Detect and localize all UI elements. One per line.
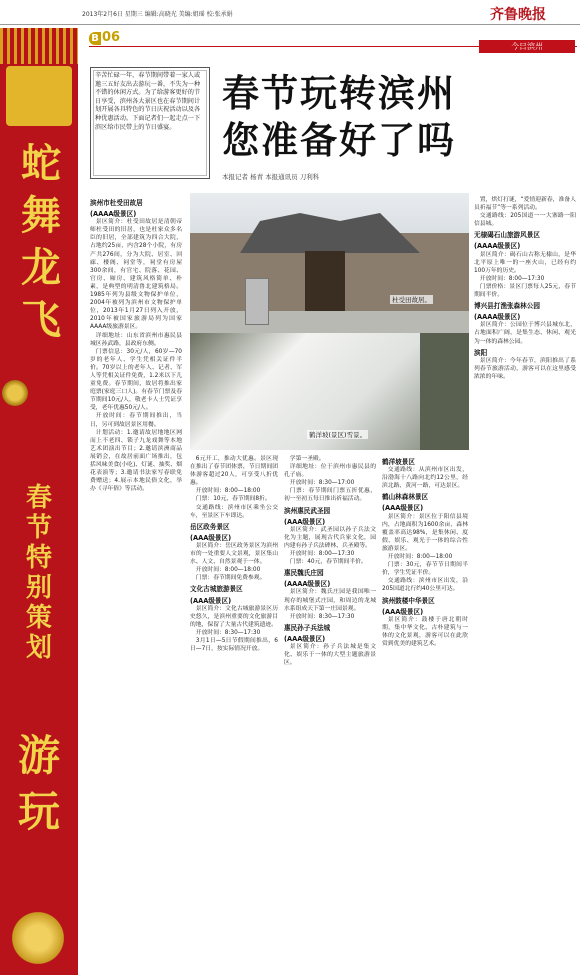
photo-tree: [420, 333, 469, 450]
paragraph: 详细地址：山东省滨州市惠民县城区孙武路，县政府东侧。: [90, 332, 182, 347]
section-heading: (AAA级景区): [190, 596, 232, 605]
section-heading: 博兴县打渔张森林公园: [474, 302, 540, 311]
paragraph: 3月1日—5日节假期间推出，6日—7日，按实际情况开放。: [190, 637, 278, 653]
paragraph: 交通路线：205国道一一大寨路一阳信县城。: [474, 213, 576, 228]
article-column-3: [190, 455, 278, 972]
paragraph: 门票信息：30元/人，60岁—70岁的老年人、学生凭相关证件半价。70岁以上的老年人、记者、军人等凭相关证件免费，1.2米以下儿童免费。春节期间，故居将推出家庭票(家庭三口人)。有春节门票及春节期间10元/人，敬老卡人士凭证享受，老年优惠50元/人。: [90, 348, 182, 412]
banner-topic: 游玩: [17, 731, 60, 836]
section-heading: 惠民孙子兵法城: [284, 623, 331, 632]
photo-caption-bottom: 鹤洋坡(景区)雪景。: [309, 431, 367, 439]
paragraph: 交通路线：从滨州市区出发，沿渤海十八路向北约12公里，经滨北路、黄河一路，可达景区。: [382, 467, 468, 490]
section-heading: (AAAA级景区): [90, 210, 137, 219]
section-heading: 文化古城旅游景区: [190, 585, 243, 594]
paragraph: 开放时间：8:30—17:30: [289, 613, 355, 620]
paragraph: 景区简介：文化古城旅游景区历史悠久，是滨州重要的文化旅游目的地，保留了大量古代建筑遗迹。: [190, 605, 278, 628]
paragraph: 开放时间：8:30—17:00: [289, 480, 355, 487]
section-heading: 滨阳: [474, 348, 488, 357]
paragraph: 景区简介：鼓楼于唐北朝时期，集中华文化、古朴建筑与一体的文化景观，游客可以在此欣赏到优美的建筑艺术。: [382, 616, 468, 647]
photo-gate: [305, 251, 345, 311]
coin-icon: [2, 380, 28, 406]
section-heading: (AAAA级景区): [284, 580, 331, 589]
paragraph: 开放时间：8:00—17:30: [289, 551, 355, 558]
article-column-5: [474, 196, 576, 972]
section-heading: (AAA级景区): [284, 634, 326, 643]
paragraph: 门票：40元，春节期间半价。: [289, 559, 367, 566]
paragraph: 6元开工，推动大优惠。景区现在推出了春节团体票，节日期间团体游客超过20人，可享受八折优惠。: [190, 456, 278, 487]
section-heading: (AAAA级景区): [474, 313, 521, 322]
paragraph: 景区简介：岳区政务景区为滨州市的一处重要人文景观，景区集山水、人文、自然景观于一体。: [190, 542, 278, 566]
byline: 本报记者 杨青 本报通讯员 刀利科: [222, 173, 320, 181]
intro-box: [90, 67, 210, 179]
paragraph: 门票价格：景区门票每人25元，春节期间半价。: [474, 283, 576, 299]
section-heading: 鹤洋坡景区: [382, 458, 415, 466]
festival-banner: [0, 28, 78, 975]
feature-photo: [190, 193, 469, 450]
headline-line-2: 您准备好了吗: [222, 118, 456, 162]
photo-caption-top: 杜受田故居。: [392, 296, 431, 304]
header-rule: [89, 46, 577, 47]
section-heading: 无棣碣石山旅游风景区: [474, 231, 540, 240]
paragraph: 学第一圣殿。: [289, 456, 325, 462]
paragraph: 门票：春节期间门票五折优惠，初一至初五每日推出祈福活动。: [284, 488, 376, 503]
section-heading: 滨州惠民武圣园: [284, 506, 331, 515]
paragraph: 景区简介：景区位于阳信县境内，占地面积为1600余亩，森林覆盖率高达98%，是集休闲、度假、娱乐、观光于一体的综合性旅游景区。: [382, 513, 468, 552]
paragraph: 景区简介：碣石山古称无棣山，是华北平原上唯一的一座火山，已经有约100万年的历史。: [474, 251, 576, 274]
page-number-value: 06: [102, 30, 121, 45]
paragraph: 开放时间：8:00—18:00: [387, 554, 453, 561]
section-heading: (AAA级景区): [382, 504, 424, 513]
section-heading: 惠民魏氏庄园: [284, 569, 324, 578]
paragraph: 置，烘灯打谜，“爱情迎新春，准备人员祈福节”等一系列活动。: [474, 197, 576, 212]
paragraph: 开放时间：8:00—18:00: [195, 567, 261, 574]
paragraph: 开放时间：8:30—17:30: [195, 629, 261, 636]
intro-text: 辛苦忙碌一年，春节期间带着一家人或邀三五好友出去游玩一番，不失为一种不错的休闲方式。为了给游客更好的节日享受，滨州各大景区也在春节期间计划开展各具特色的节日庆祝活动以及各种优惠活动。下面记者们一起走点一下滨区给市民带上的节日盛宴。: [95, 72, 201, 131]
article-column-4b: [382, 455, 468, 972]
paragraph: 计划活动：1.邀请故居地地区网而上不老四、锁子九龙戏舞等本地艺术团演出节目；2.邀请滨洲商品展销会，在故居前面广场推出，包括风味美食(小吃)、灯谜、抽奖、烟花表演等；3.邀请书法家写春联免费赠送；4.展示本地民俗文化，举办《寻年俗》等活动。: [90, 429, 182, 493]
paragraph: 开放时间：8:00—18:00: [195, 488, 261, 495]
section-heading: 滨州鼓楼中华景区: [382, 596, 435, 605]
issue-meta: 2013年2月6日 星期三 编辑:高晓光 美编:姐瑶 校:张承娟: [82, 11, 233, 18]
page-header: [0, 0, 580, 25]
section-heading: 岳区政务景区: [190, 522, 230, 531]
photo-ground: [190, 311, 469, 333]
paragraph: 景区简介：公园位于博兴县城东北，占地面积广阔，是集生态、休闲、观光为一体的森林公园。: [474, 322, 576, 345]
paragraph: 详细地址：位于滨州市惠民县的孔子庙。: [284, 464, 376, 479]
paragraph: 门票：10元，春节期间8折。: [195, 496, 271, 503]
section-heading: 鹤山林森林景区: [382, 493, 429, 502]
section-heading: (AAA级景区): [382, 607, 424, 616]
paragraph: 交通路线：滨州市区乘坐公交车，至景区下车即达。: [190, 504, 278, 519]
headline-line-1: 春节玩转滨州: [222, 71, 456, 115]
article-column-4: [284, 455, 376, 972]
headline: [222, 70, 577, 164]
article-column-1: [90, 196, 182, 972]
section-heading: 滨州市杜受田故居: [90, 199, 143, 207]
newspaper-logo: 齐鲁晚报: [490, 7, 546, 23]
paragraph: 门票：30元，春节节日期间半价，学生凭证半价。: [382, 562, 468, 577]
photo-stele: [245, 278, 269, 325]
banner-ornament: [6, 66, 72, 126]
paragraph: 开放时间：8:00—17:30: [479, 275, 545, 282]
paragraph: 景区简介：武圣园以孙子兵法文化为主题，展现古代兵家文化，园内建有孙子兵法碑林、兵圣殿等。: [284, 526, 376, 549]
paragraph: 景区简介：魏氏庄园是我国唯一现存的城堡式庄园，和周边的龙城水系组成天下第一庄园景观。: [284, 589, 376, 612]
section-heading: (AAA级景区): [284, 517, 326, 526]
paragraph: 景区简介：杜受田故居是清朝帝师杜受田的旧居，也是杜家众多名臣的旧居，全部建筑为四合大院，占地约25亩，内含28个小院，有房产共276间，分为大院、居室、回廊、楼阁、祠堂等，祠堂有房屋300余间，有官宅、院落、花园、官房、厢房、建筑风格简单、朴素，是典型的明清鲁北建筑格局。1985年列为县级文物保护单位，2004年被列为滨州市文物保护单位，2013年1月27日列入开放，2010年被国家旅游局列为国家AAAA级旅游景区。: [90, 219, 182, 331]
paragraph: 交通路线：滨州市区出发，沿205国道北行约40公里可达。: [382, 578, 468, 593]
banner-subtitle: 春节特别策划: [25, 483, 52, 663]
paragraph: 景区简介：孙子兵法城是集文化、娱乐于一体的大型主题旅游景区。: [284, 643, 376, 667]
paragraph: 开放时间：春节期间推出，当日，另可到故居景区用餐。: [90, 413, 182, 428]
paragraph: 景区简介：今年春节，滨阳推出了系列春节旅游活动，游客可以在这里感受浓浓的年味。: [474, 357, 576, 380]
section-heading: (AAA级景区): [190, 533, 232, 542]
page-letter: B: [89, 32, 101, 45]
banner-pattern: [0, 28, 78, 64]
paragraph: 门票：春节期间免费参观。: [195, 575, 266, 582]
banner-title: 蛇舞龙飞: [21, 140, 61, 343]
snake-emblem-icon: [8, 908, 68, 968]
section-heading: (AAAA级景区): [474, 242, 521, 251]
page-number: [89, 30, 120, 45]
